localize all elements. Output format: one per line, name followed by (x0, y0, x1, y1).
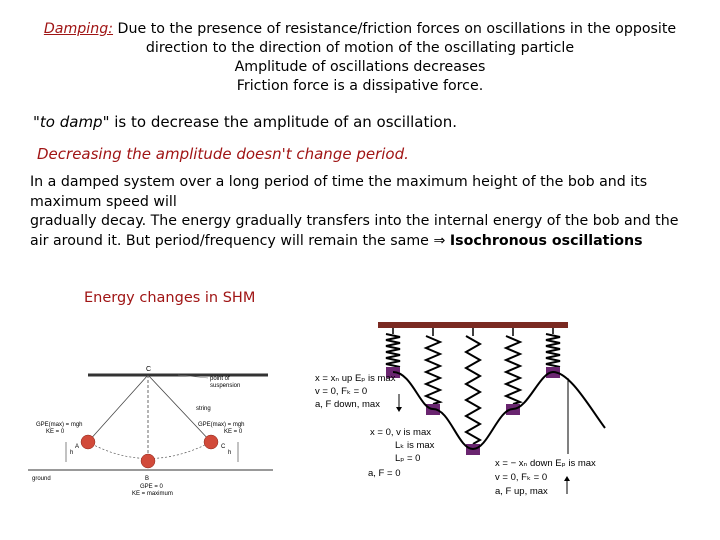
damping-line-4: Friction force is a dissipative force. (236, 78, 484, 94)
ball-right (204, 435, 218, 449)
h-left-label: h (70, 450, 74, 456)
definition-line (33, 113, 457, 131)
top-label-3: a, F down, max (315, 399, 380, 410)
top-label-1: x = xₙ up Eₚ is max (315, 373, 396, 384)
damping-line-1: Due to the presence of resistance/friction forces on oscillations in the opposite (113, 21, 677, 37)
damping-label: Damping: (43, 21, 114, 37)
string-label: string (196, 406, 211, 412)
pivot-label: C (146, 366, 152, 373)
definition-rest: is to decrease the amplitude of an oscillation. (109, 113, 457, 131)
period-note: Decreasing the amplitude doesn't change period. (37, 145, 409, 163)
isochronous-term: Isochronous oscillations (449, 232, 643, 249)
to-damp-term: "to damp" (33, 113, 110, 131)
spring-4 (506, 328, 520, 415)
paragraph-line-4: air around it. But period/frequency will remain the same (30, 232, 429, 249)
top-force-arrowhead (396, 407, 402, 412)
paragraph-line-2: maximum speed will (30, 193, 177, 210)
point-c-label: C (221, 444, 226, 450)
energy-heading: Energy changes in SHM (84, 290, 256, 306)
implies-arrow: ⇒ (433, 232, 446, 249)
suspension-label-1: point of (210, 376, 230, 382)
string-left (88, 375, 148, 442)
damping-line-3: Amplitude of oscillations decreases (234, 59, 486, 75)
ground-label: ground (32, 476, 51, 482)
damping-header (20, 20, 700, 96)
damping-line-2: direction to the direction of motion of the oscillating particle (145, 40, 575, 56)
spring-5 (546, 328, 560, 378)
suspension-label-2: suspension (210, 383, 241, 389)
spring-3 (466, 328, 480, 455)
damped-system-paragraph (30, 173, 700, 251)
left-energy-1: GPE(max) = mgh (36, 422, 83, 428)
bottom-force-arrowhead (564, 476, 570, 481)
mid-label-2: Lₖ is max (395, 440, 435, 451)
spring-1 (386, 328, 400, 378)
bottom-energy-1: GPE = 0 (140, 484, 163, 490)
left-energy-2: KE = 0 (46, 429, 65, 435)
top-label-2: v = 0, Fₖ = 0 (315, 386, 368, 397)
ball-left (81, 435, 95, 449)
pendulum-diagram (28, 360, 288, 525)
bottom-label-2: v = 0, Fₖ = 0 (495, 472, 548, 483)
h-right-label: h (228, 450, 232, 456)
ball-center (141, 454, 155, 468)
mid-label-3: Lₚ = 0 (395, 453, 421, 464)
spring-ceiling (378, 322, 568, 328)
point-b-label: B (145, 476, 150, 482)
right-energy-1: GPE(max) = mgh (198, 422, 245, 428)
bottom-label-3: a, F up, max (495, 486, 548, 497)
point-a-label: A (75, 444, 80, 450)
bottom-energy-2: KE = maximum (132, 491, 173, 497)
mid-label-4: a, F = 0 (368, 468, 401, 479)
spring-2 (426, 328, 440, 415)
paragraph-line-3: gradually decay. The energy gradually transfers into the internal energy of the bob and the (30, 213, 679, 230)
mid-label-1: x = 0, v is max (370, 427, 431, 438)
spring-shm-diagram (300, 318, 690, 518)
bottom-label-1: x = − xₙ down Eₚ is max (495, 458, 596, 469)
right-energy-2: KE = 0 (224, 429, 243, 435)
paragraph-line-1: In a damped system over a long period of time the maximum height of the bob and its (30, 174, 648, 190)
